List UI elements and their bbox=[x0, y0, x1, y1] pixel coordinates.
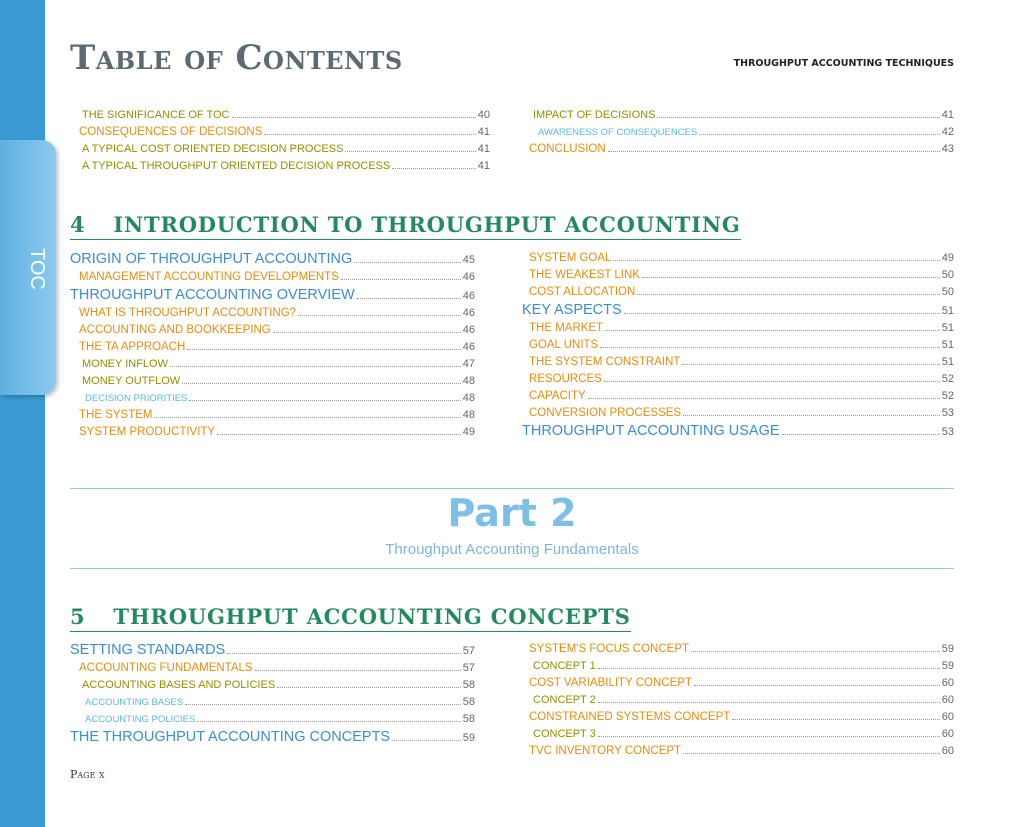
dot-leader bbox=[691, 651, 940, 652]
toc-entry-page: 40 bbox=[477, 109, 490, 121]
dot-leader bbox=[637, 294, 939, 295]
dot-leader bbox=[354, 262, 461, 263]
toc-entry-page: 50 bbox=[941, 269, 954, 281]
toc-entry-page: 45 bbox=[462, 254, 475, 266]
toc-entry-page: 41 bbox=[477, 143, 490, 155]
toc-entry[interactable] bbox=[70, 286, 475, 305]
toc-entry[interactable] bbox=[70, 107, 490, 124]
toc-entry[interactable] bbox=[522, 284, 954, 301]
toc-entry-title: THE MARKET bbox=[529, 322, 604, 334]
dot-leader bbox=[264, 134, 475, 135]
dot-leader bbox=[392, 740, 461, 741]
toc-entry-title: KEY ASPECTS bbox=[522, 302, 622, 318]
toc-entry-title: ACCOUNTING BASES bbox=[85, 697, 184, 708]
toc-entry[interactable] bbox=[522, 675, 954, 692]
toc-entry-page: 46 bbox=[462, 341, 475, 353]
dot-leader bbox=[782, 434, 940, 435]
dot-leader bbox=[341, 279, 461, 280]
toc-entry[interactable] bbox=[522, 743, 954, 760]
toc-entry-title: MONEY INFLOW bbox=[82, 358, 168, 370]
dot-leader bbox=[182, 383, 461, 384]
toc-entry[interactable] bbox=[522, 371, 954, 388]
toc-entry[interactable] bbox=[70, 322, 475, 339]
toc-entry[interactable] bbox=[70, 269, 475, 286]
dot-leader bbox=[185, 704, 461, 705]
toc-entry[interactable] bbox=[70, 641, 475, 660]
dot-leader bbox=[598, 668, 940, 669]
toc-entry[interactable] bbox=[522, 337, 954, 354]
dot-leader bbox=[392, 168, 475, 169]
toc-entry-page: 58 bbox=[462, 679, 475, 691]
toc-entry[interactable] bbox=[70, 694, 475, 711]
toc-entry-page: 50 bbox=[941, 286, 954, 298]
toc-entry-page: 60 bbox=[941, 677, 954, 689]
toc-entry-page: 58 bbox=[462, 713, 475, 725]
dot-leader bbox=[694, 685, 940, 686]
toc-entry[interactable] bbox=[522, 709, 954, 726]
dot-leader bbox=[683, 415, 940, 416]
toc-entry-title: A TYPICAL COST ORIENTED DECISION PROCESS bbox=[82, 143, 344, 155]
toc-entry-page: 52 bbox=[941, 390, 954, 402]
toc-entry[interactable] bbox=[522, 658, 954, 675]
toc-entry-page: 41 bbox=[477, 160, 490, 172]
dot-leader bbox=[232, 117, 476, 118]
toc-entry-title: MANAGEMENT ACCOUNTING DEVELOPMENTS bbox=[79, 271, 339, 283]
toc-entry-page: 48 bbox=[462, 392, 475, 404]
toc-entry-title: CONCEPT 2 bbox=[533, 694, 596, 706]
dot-leader bbox=[732, 719, 939, 720]
dot-leader bbox=[588, 398, 940, 399]
dot-leader bbox=[217, 434, 461, 435]
page-title: Table of Contents bbox=[70, 38, 403, 78]
dot-leader bbox=[227, 653, 461, 654]
toc-entry-title: THE WEAKEST LINK bbox=[529, 269, 640, 281]
toc-entry[interactable] bbox=[70, 711, 475, 728]
toc-entry-title: GOAL UNITS bbox=[529, 339, 599, 351]
part-subtitle: Throughput Accounting Fundamentals bbox=[385, 541, 639, 558]
toc-entry-title: CONCLUSION bbox=[529, 143, 606, 155]
toc-entry-title: TVC INVENTORY CONCEPT bbox=[529, 745, 682, 757]
toc-entry-page: 42 bbox=[941, 126, 954, 138]
toc-entry-title: CONCEPT 1 bbox=[533, 660, 596, 672]
dot-leader bbox=[608, 151, 940, 152]
toc-entry[interactable] bbox=[522, 726, 954, 743]
toc-entry[interactable] bbox=[522, 641, 954, 658]
toc-entry[interactable] bbox=[70, 660, 475, 677]
toc-entry-title: DECISION PRIORITIES bbox=[85, 393, 188, 404]
toc-entry-page: 48 bbox=[462, 375, 475, 387]
toc-entry-title: SYSTEM PRODUCTIVITY bbox=[79, 426, 216, 438]
toc-entry-title: SETTING STANDARDS bbox=[70, 642, 226, 658]
toc-entry[interactable] bbox=[70, 373, 475, 390]
toc-entry-title: THE SYSTEM CONSTRAINT bbox=[529, 356, 681, 368]
dot-leader bbox=[657, 117, 939, 118]
toc-entry-page: 58 bbox=[462, 696, 475, 708]
toc-entry[interactable] bbox=[70, 250, 475, 269]
toc-entry-page: 60 bbox=[941, 728, 954, 740]
dot-leader bbox=[598, 702, 940, 703]
toc-entry-title: WHAT IS THROUGHPUT ACCOUNTING? bbox=[79, 307, 297, 319]
dot-leader bbox=[345, 151, 475, 152]
toc-entry[interactable] bbox=[70, 424, 475, 441]
toc-entry[interactable] bbox=[522, 354, 954, 371]
toc-entry-title: SYSTEM'S FOCUS CONCEPT bbox=[529, 643, 690, 655]
toc-entry-title: CONCEPT 3 bbox=[533, 728, 596, 740]
dot-leader bbox=[273, 332, 461, 333]
toc-entry-title: CAPACITY bbox=[529, 390, 586, 402]
toc-entry-title: CONSTRAINED SYSTEMS CONCEPT bbox=[529, 711, 731, 723]
toc-entry[interactable] bbox=[70, 305, 475, 322]
part-top-rule bbox=[70, 488, 954, 489]
page-number: Page x bbox=[70, 768, 105, 781]
toc-entry-page: 49 bbox=[462, 426, 475, 438]
chapter-number: 5 bbox=[70, 604, 86, 629]
toc-entry-page: 53 bbox=[941, 426, 954, 438]
toc-entry-page: 59 bbox=[462, 732, 475, 744]
dot-leader bbox=[189, 400, 460, 401]
toc-entry[interactable] bbox=[70, 141, 490, 158]
toc-entry-title: CONSEQUENCES OF DECISIONS bbox=[79, 126, 263, 138]
toc-entry-title: IMPACT OF DECISIONS bbox=[533, 109, 656, 121]
chapter-4-right-list bbox=[522, 250, 954, 441]
chapter-title: THROUGHPUT ACCOUNTING CONCEPTS bbox=[113, 604, 631, 629]
toc-entry-page: 59 bbox=[941, 643, 954, 655]
toc-entry-title: THE THROUGHPUT ACCOUNTING CONCEPTS bbox=[70, 729, 391, 745]
dot-leader bbox=[683, 753, 940, 754]
toc-entry[interactable] bbox=[70, 390, 475, 407]
toc-entry-title: ACCOUNTING AND BOOKKEEPING bbox=[79, 324, 271, 336]
chapter-4-left-list bbox=[70, 250, 475, 441]
toc-entry-page: 51 bbox=[941, 356, 954, 368]
toc-entry-page: 46 bbox=[462, 307, 475, 319]
toc-entry-page: 41 bbox=[477, 126, 490, 138]
chapter-5-right-list bbox=[522, 641, 954, 760]
top-left-list bbox=[70, 107, 490, 175]
dot-leader bbox=[604, 381, 940, 382]
toc-entry-title: THROUGHPUT ACCOUNTING OVERVIEW bbox=[70, 287, 355, 303]
toc-entry-page: 52 bbox=[941, 373, 954, 385]
toc-entry-page: 51 bbox=[941, 339, 954, 351]
dot-leader bbox=[170, 366, 461, 367]
chapter-title: INTRODUCTION TO THROUGHPUT ACCOUNTING bbox=[113, 212, 741, 237]
toc-entry-title: THE SYSTEM bbox=[79, 409, 153, 421]
toc-entry-page: 46 bbox=[462, 324, 475, 336]
dot-leader bbox=[357, 298, 461, 299]
dot-leader bbox=[624, 313, 940, 314]
dot-leader bbox=[605, 330, 940, 331]
part-title: Part 2 bbox=[447, 491, 577, 535]
toc-entry[interactable] bbox=[522, 107, 954, 124]
chapter-5-heading bbox=[70, 604, 631, 632]
toc-tab-label: TOC bbox=[26, 248, 48, 290]
toc-entry-title: COST ALLOCATION bbox=[529, 286, 636, 298]
top-right-list bbox=[522, 107, 954, 158]
toc-entry-title: SYSTEM GOAL bbox=[529, 252, 612, 264]
dot-leader bbox=[154, 417, 460, 418]
dot-leader bbox=[298, 315, 461, 316]
toc-entry-title: ORIGIN OF THROUGHPUT ACCOUNTING bbox=[70, 251, 353, 267]
toc-entry-page: 51 bbox=[941, 322, 954, 334]
toc-entry[interactable] bbox=[522, 250, 954, 267]
chapter-4-heading bbox=[70, 212, 741, 240]
toc-entry[interactable] bbox=[70, 124, 490, 141]
toc-entry[interactable] bbox=[522, 124, 954, 141]
toc-entry[interactable] bbox=[522, 320, 954, 337]
toc-entry-page: 46 bbox=[462, 290, 475, 302]
toc-entry[interactable] bbox=[70, 339, 475, 356]
dot-leader bbox=[642, 277, 940, 278]
toc-entry-page: 48 bbox=[462, 409, 475, 421]
dot-leader bbox=[613, 260, 939, 261]
dot-leader bbox=[682, 364, 939, 365]
toc-entry-page: 49 bbox=[941, 252, 954, 264]
toc-entry-title: ACCOUNTING BASES AND POLICIES bbox=[82, 679, 276, 691]
part-bottom-rule bbox=[70, 568, 954, 569]
toc-entry-page: 60 bbox=[941, 711, 954, 723]
toc-entry-title: A TYPICAL THROUGHPUT ORIENTED DECISION PROCESS bbox=[82, 160, 391, 172]
toc-entry[interactable] bbox=[522, 692, 954, 709]
toc-entry-page: 59 bbox=[941, 660, 954, 672]
toc-entry-page: 60 bbox=[941, 694, 954, 706]
toc-entry-title: CONVERSION PROCESSES bbox=[529, 407, 682, 419]
dot-leader bbox=[197, 721, 460, 722]
dot-leader bbox=[600, 347, 940, 348]
toc-entry-title: THE SIGNIFICANCE OF TOC bbox=[82, 109, 230, 121]
toc-entry[interactable] bbox=[70, 728, 475, 747]
chapter-5-left-list bbox=[70, 641, 475, 747]
toc-entry[interactable] bbox=[522, 267, 954, 284]
toc-entry[interactable] bbox=[522, 422, 954, 441]
toc-entry-page: 57 bbox=[462, 662, 475, 674]
toc-entry-title: THE TA APPROACH bbox=[79, 341, 186, 353]
toc-entry-page: 51 bbox=[941, 305, 954, 317]
dot-leader bbox=[699, 134, 940, 135]
book-title: THROUGHPUT ACCOUNTING TECHNIQUES bbox=[733, 58, 954, 69]
toc-entry[interactable] bbox=[70, 677, 475, 694]
dot-leader bbox=[598, 736, 940, 737]
toc-entry[interactable] bbox=[70, 356, 475, 373]
toc-entry-page: 53 bbox=[941, 407, 954, 419]
toc-entry-title: AWARENESS OF CONSEQUENCES bbox=[538, 127, 698, 138]
toc-entry[interactable] bbox=[522, 388, 954, 405]
toc-tab[interactable] bbox=[0, 140, 56, 395]
toc-entry-page: 41 bbox=[941, 109, 954, 121]
toc-entry[interactable] bbox=[522, 405, 954, 422]
toc-entry[interactable] bbox=[70, 158, 490, 175]
toc-entry-title: RESOURCES bbox=[529, 373, 602, 385]
toc-entry[interactable] bbox=[522, 301, 954, 320]
sidebar-strip bbox=[0, 0, 45, 827]
toc-entry-title: COST VARIABILITY CONCEPT bbox=[529, 677, 692, 689]
dot-leader bbox=[187, 349, 460, 350]
toc-entry[interactable] bbox=[70, 407, 475, 424]
toc-entry-page: 57 bbox=[462, 645, 475, 657]
dot-leader bbox=[277, 687, 461, 688]
toc-entry-title: ACCOUNTING POLICIES bbox=[85, 714, 196, 725]
toc-entry-title: THROUGHPUT ACCOUNTING USAGE bbox=[522, 423, 780, 439]
toc-entry-page: 60 bbox=[941, 745, 954, 757]
toc-entry-title: MONEY OUTFLOW bbox=[82, 375, 181, 387]
toc-entry[interactable] bbox=[522, 141, 954, 158]
toc-entry-page: 47 bbox=[462, 358, 475, 370]
toc-entry-page: 46 bbox=[462, 271, 475, 283]
chapter-number: 4 bbox=[70, 212, 86, 237]
toc-entry-page: 43 bbox=[941, 143, 954, 155]
toc-entry-title: ACCOUNTING FUNDAMENTALS bbox=[79, 662, 253, 674]
dot-leader bbox=[255, 670, 461, 671]
